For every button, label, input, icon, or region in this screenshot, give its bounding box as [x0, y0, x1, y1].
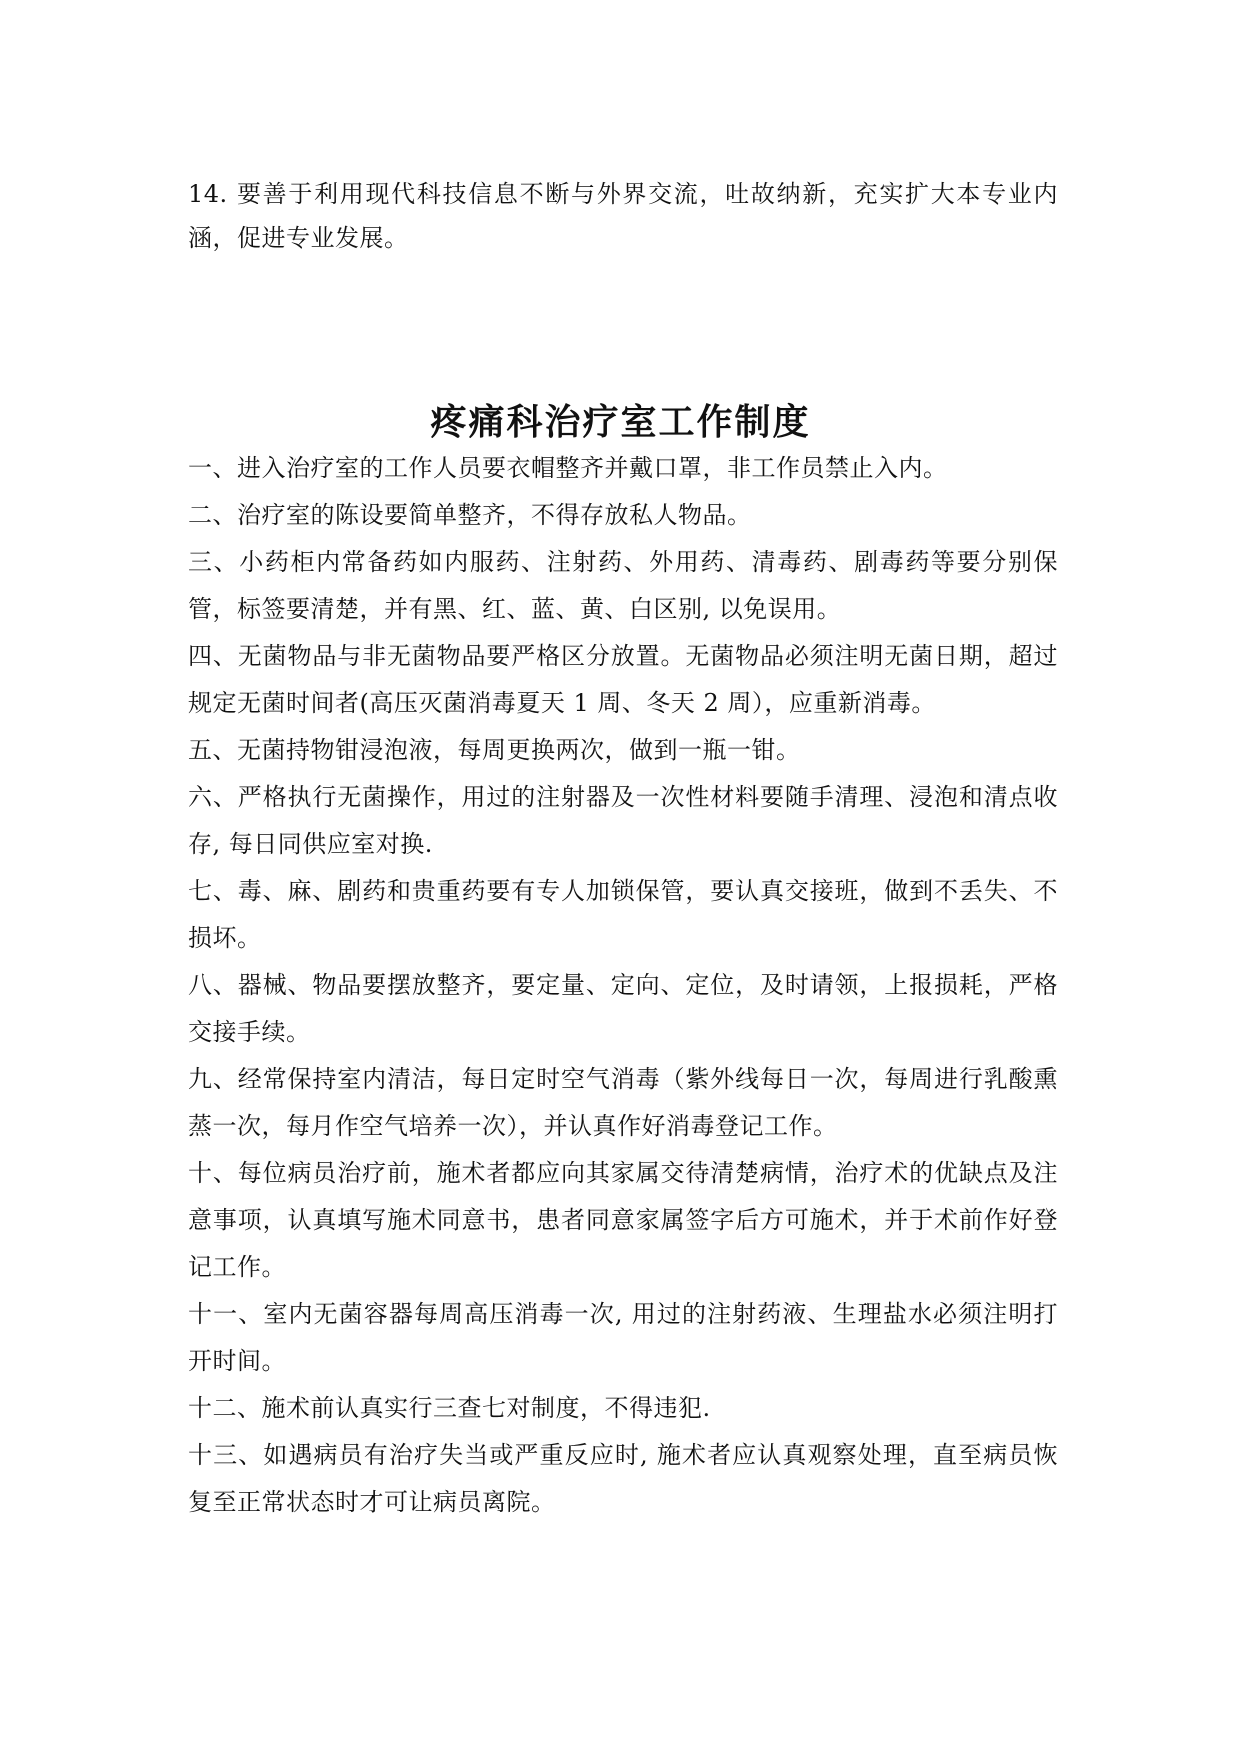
rule-item-10: 十、每位病员治疗前，施术者都应向其家属交待清楚病情，治疗术的优缺点及注意事项，认真填写施术同意书，患者同意家属签字后方可施术，并于术前作好登记工作。 — [188, 1159, 1058, 1281]
rule-item-7: 七、毒、麻、剧药和贵重药要有专人加锁保管，要认真交接班，做到不丢失、不损坏。 — [188, 877, 1058, 952]
rule-item-5: 五、无菌持物钳浸泡液，每周更换两次，做到一瓶一钳。 — [188, 736, 801, 764]
document-title: 疼痛科治疗室工作制度 — [430, 401, 811, 444]
rule-item-2: 二、治疗室的陈设要简单整齐，不得存放私人物品。 — [188, 501, 752, 529]
rule-item-3: 三、小药柜内常备药如内服药、注射药、外用药、清毒药、剧毒药等要分别保管，标签要清楚，并有黑、红、蓝、黄、白区别, 以免误用。 — [188, 548, 1058, 623]
rule-item-6: 六、严格执行无菌操作，用过的注射器及一次性材料要随手清理、浸泡和清点收存, 每日同供应室对换. — [188, 783, 1058, 858]
rule-item-11: 十一、室内无菌容器每周高压消毒一次, 用过的注射药液、生理盐水必须注明打开时间。 — [188, 1300, 1058, 1375]
carryover-item-14: 14. 要善于利用现代科技信息不断与外界交流，吐故纳新，充实扩大本专业内涵，促进专业发展。 — [188, 180, 1058, 252]
rule-item-13: 十三、如遇病员有治疗失当或严重反应时, 施术者应认真观察处理，直至病员恢复至正常状态时才可让病员离院。 — [188, 1441, 1058, 1516]
rule-item-12: 十二、施术前认真实行三查七对制度，不得违犯. — [188, 1394, 711, 1422]
rule-item-1: 一、进入治疗室的工作人员要衣帽整齐并戴口罩，非工作员禁止入内。 — [188, 454, 948, 482]
rule-item-9: 九、经常保持室内清洁，每日定时空气消毒（紫外线每日一次，每周进行乳酸熏蒸一次，每月作空气培养一次），并认真作好消毒登记工作。 — [188, 1065, 1058, 1140]
rules-list — [188, 445, 1058, 1526]
rule-item-4: 四、无菌物品与非无菌物品要严格区分放置。无菌物品必须注明无菌日期，超过规定无菌时间者(高压灭菌消毒夏天 1 周、冬天 2 周），应重新消毒。 — [188, 642, 1058, 717]
rule-item-8: 八、器械、物品要摆放整齐，要定量、定向、定位，及时请领，上报损耗，严格交接手续。 — [188, 971, 1058, 1046]
